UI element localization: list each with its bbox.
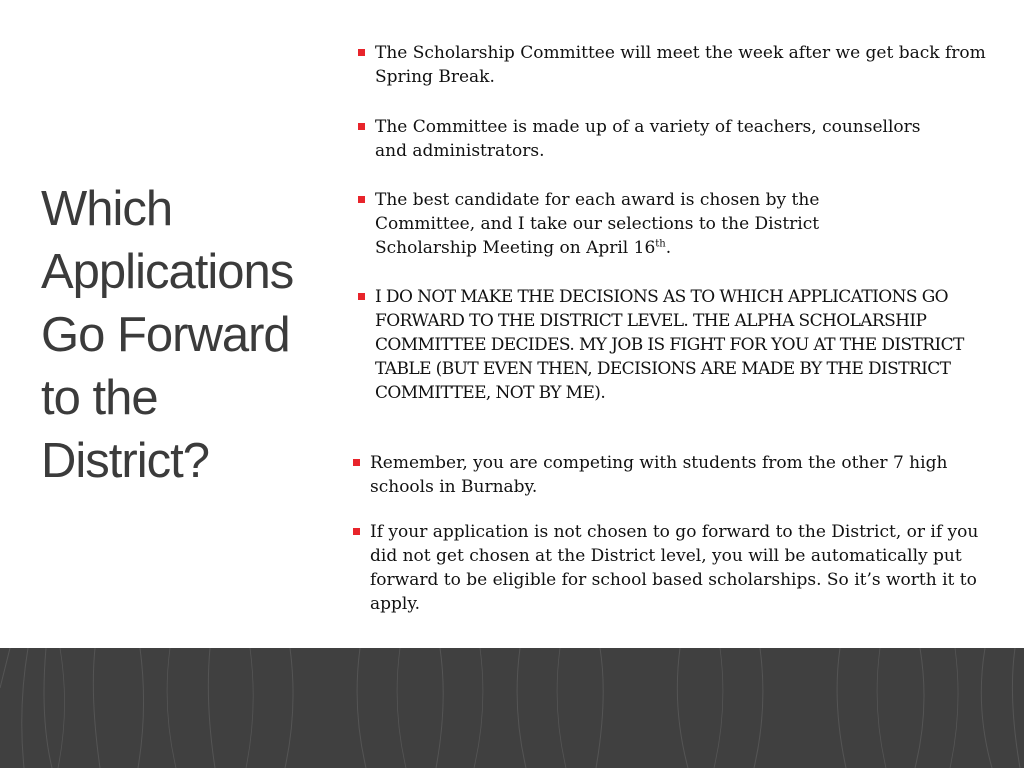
title-line: District? xyxy=(41,434,209,488)
bullet-item xyxy=(370,451,1000,499)
bullet-text: The Scholarship Committee will meet the week after we get back from Spring Break. xyxy=(375,43,986,87)
bullet-text: . xyxy=(665,238,672,258)
bullet-text: I DO NOT MAKE THE DECISIONS AS TO WHICH APPLICATIONS GO FORWARD TO THE DISTRICT LEVEL. THE ALPHA SCHOLARSHIP COMMITTEE DECIDES. MY JOB IS FIGHT FOR YOU AT THE DISTRICT TABLE (BUT EVEN THEN, DECISIONS ARE MADE BY THE DISTRICT COMMITTEE, NOT BY ME). xyxy=(375,287,964,403)
bullet-item xyxy=(375,285,1015,405)
decorative-footer-band xyxy=(0,648,1024,768)
bullet-item xyxy=(375,41,990,89)
bullet-marker-icon xyxy=(358,123,365,130)
texture-lines xyxy=(0,648,1024,768)
bullet-marker-icon xyxy=(353,528,360,535)
slide-title xyxy=(41,178,341,493)
title-line: Which xyxy=(41,182,173,236)
bullet-text: Remember, you are competing with students from the other 7 high schools in Burnaby. xyxy=(370,453,948,497)
title-line: Go Forward xyxy=(41,308,290,362)
bullet-text: The Committee is made up of a variety of teachers, counsellors and administrators. xyxy=(375,117,921,161)
bullet-item xyxy=(370,520,1000,616)
bullet-item xyxy=(375,188,905,260)
bullet-marker-icon xyxy=(358,196,365,203)
bullet-text: The best candidate for each award is chosen by the Committee, and I take our selections to the District Scholarship Meeting on April 16 xyxy=(375,190,820,258)
bullet-marker-icon xyxy=(358,49,365,56)
bullet-marker-icon xyxy=(358,293,365,300)
bullet-item xyxy=(375,115,935,163)
title-line: to the xyxy=(41,371,158,425)
bullet-marker-icon xyxy=(353,459,360,466)
bullet-text: If your application is not chosen to go forward to the District, or if you did not get chosen at the District level, you will be automatically put forward to be eligible for school based scholarships. So it’s worth it to apply. xyxy=(370,522,979,614)
bullet-superscript: th xyxy=(655,238,666,250)
title-line: Applications xyxy=(41,245,294,299)
